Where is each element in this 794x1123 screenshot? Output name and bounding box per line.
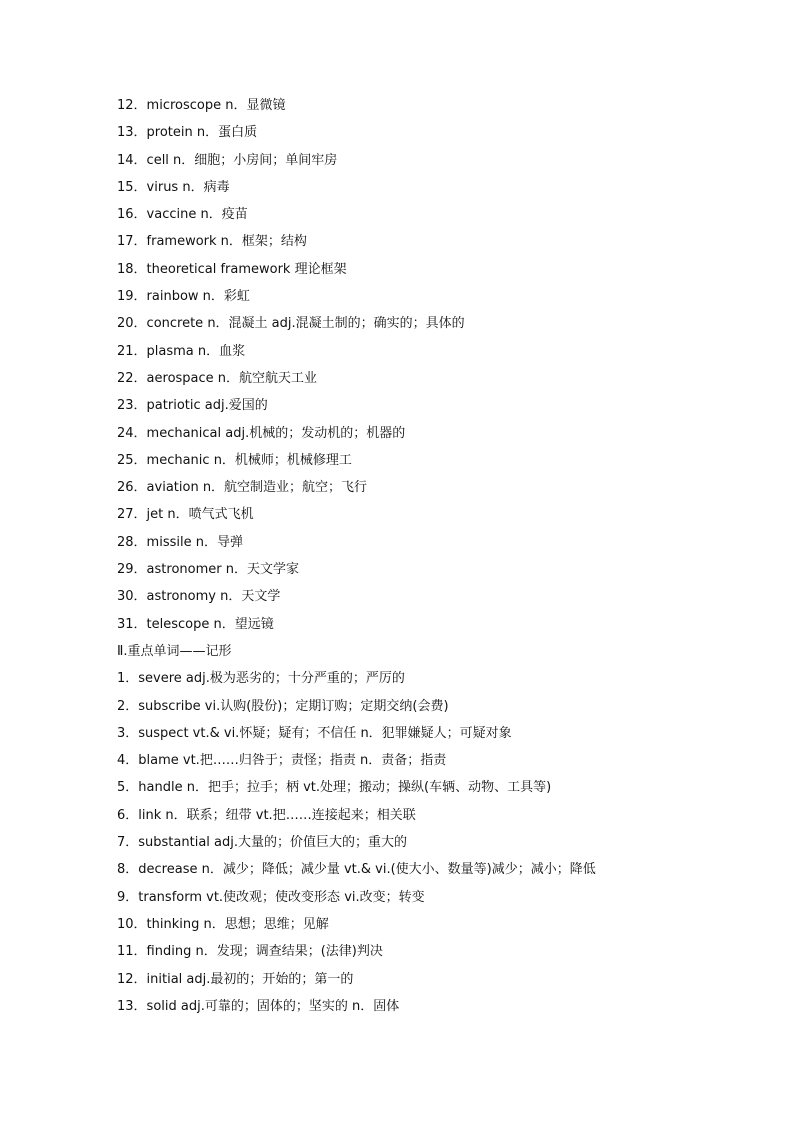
vocab-item-13-protein: 13．protein n．蛋白质 xyxy=(117,125,258,141)
key-word-12-initial: 12．initial adj.最初的；开始的；第一的 xyxy=(117,971,354,987)
vocab-item-20-concrete: 20．concrete n．混凝土 adj.混凝土制的；确实的；具体的 xyxy=(117,316,465,332)
vocab-item-16-vaccine: 16．vaccine n．疫苗 xyxy=(117,207,248,223)
key-word-9-transform: 9．transform vt.使改观；使改变形态 vi.改变；转变 xyxy=(117,889,425,905)
vocab-item-21-plasma: 21．plasma n．血浆 xyxy=(117,343,246,359)
vocab-item-15-virus: 15．virus n．病毒 xyxy=(117,179,230,195)
vocab-item-18-theoretical-framework: 18．theoretical framework 理论框架 xyxy=(117,261,347,277)
vocab-item-17-framework: 17．framework n．框架；结构 xyxy=(117,234,307,250)
vocab-item-25-mechanic: 25．mechanic n．机械师；机械修理工 xyxy=(117,452,352,468)
vocab-item-29-astronomer: 29．astronomer n．天文学家 xyxy=(117,562,299,578)
key-word-8-decrease: 8．decrease n．减少；降低；减少量 vt.& vi.(使大小、数量等)减少；减小；降低 xyxy=(117,862,596,878)
key-word-1-severe: 1．severe adj.极为恶劣的；十分严重的；严厉的 xyxy=(117,671,405,687)
key-word-3-suspect: 3．suspect vt.& vi.怀疑；疑有；不信任 n．犯罪嫌疑人；可疑对象 xyxy=(117,725,512,741)
vocab-item-28-missile: 28．missile n．导弹 xyxy=(117,534,243,550)
vocab-item-24-mechanical: 24．mechanical adj.机械的；发动机的；机器的 xyxy=(117,425,406,441)
vocab-item-14-cell: 14．cell n．细胞；小房间；单间牢房 xyxy=(117,152,338,168)
vocab-item-26-aviation: 26．aviation n．航空制造业；航空；飞行 xyxy=(117,480,368,496)
vocab-item-27-jet: 27．jet n．喷气式飞机 xyxy=(117,507,254,523)
key-word-5-handle: 5．handle n．把手；拉手；柄 vt.处理；搬动；操纵(车辆、动物、工具等) xyxy=(117,780,552,796)
key-word-7-substantial: 7．substantial adj.大量的；价值巨大的；重大的 xyxy=(117,835,407,851)
vocab-item-31-telescope: 31．telescope n．望远镜 xyxy=(117,616,274,632)
vocab-item-19-rainbow: 19．rainbow n．彩虹 xyxy=(117,289,250,305)
vocab-item-23-patriotic: 23．patriotic adj.爱国的 xyxy=(117,398,268,414)
vocab-item-22-aerospace: 22．aerospace n．航空航天工业 xyxy=(117,370,318,386)
key-word-13-solid: 13．solid adj.可靠的；固体的；坚实的 n．固体 xyxy=(117,998,400,1014)
vocab-item-30-astronomy: 30．astronomy n．天文学 xyxy=(117,589,281,605)
vocab-item-12-microscope: 12．microscope n．显微镜 xyxy=(117,98,286,113)
key-word-11-finding: 11．finding n．发现；调查结果；(法律)判决 xyxy=(117,944,383,960)
section-heading-key-words: Ⅱ.重点单词——记形 xyxy=(117,643,232,659)
key-word-4-blame: 4．blame vt.把……归咎于；责怪；指责 n．责备；指责 xyxy=(117,753,447,769)
key-word-10-thinking: 10．thinking n．思想；思维；见解 xyxy=(117,916,329,932)
key-word-6-link: 6．link n．联系；纽带 vt.把……连接起来；相关联 xyxy=(117,807,416,823)
key-word-2-subscribe: 2．subscribe vi.认购(股份)；定期订购；定期交纳(会费) xyxy=(117,698,449,714)
vocabulary-list xyxy=(0,94,794,1022)
